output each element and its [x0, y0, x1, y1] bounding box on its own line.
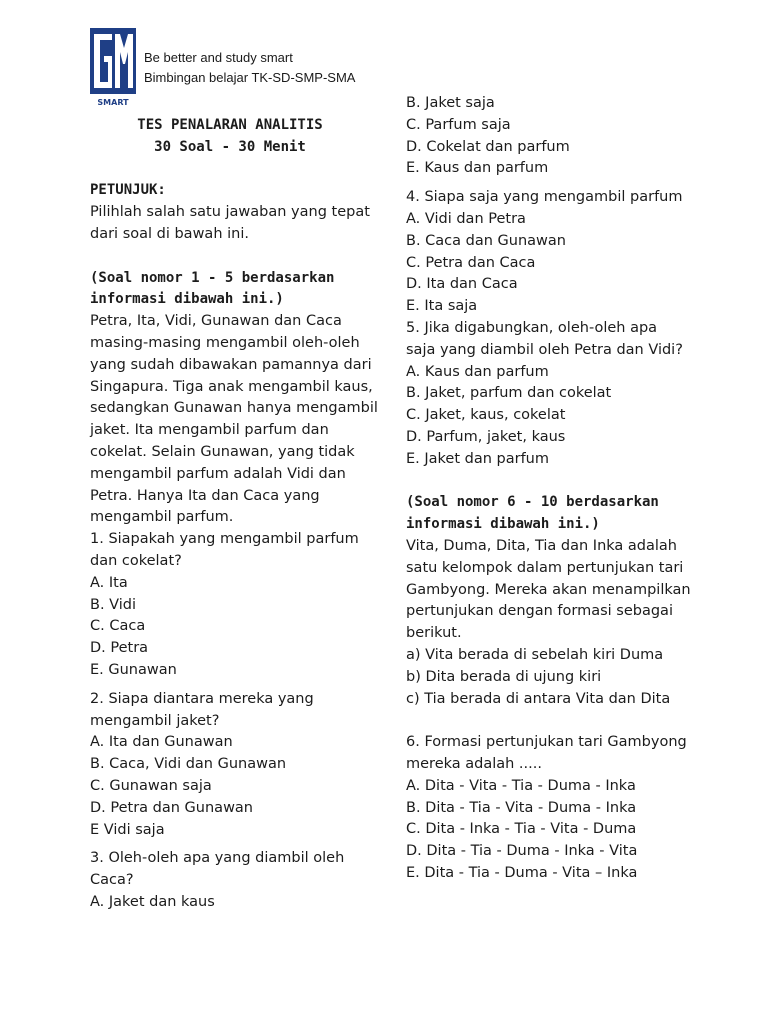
passage-line: mengambil parfum adalah Vidi dan [90, 465, 346, 482]
passage-line: yang sudah dibawakan pamannya dari [90, 356, 372, 373]
passage-line: Vita, Duma, Dita, Tia dan Inka adalah [406, 537, 677, 554]
answer-option: E. Kaus dan parfum [406, 160, 549, 177]
condition-line: a) Vita berada di sebelah kiri Duma [406, 646, 664, 663]
title-line-1: TES PENALARAN ANALITIS [137, 117, 323, 133]
answer-option: A. Ita [90, 574, 128, 591]
tagline-line-2: Bimbingan belajar TK-SD-SMP-SMA [144, 70, 356, 85]
logo-sub-text: SMART [97, 98, 129, 107]
passage-line: satu kelompok dalam pertunjukan tari [406, 559, 684, 576]
answer-option: A. Ita dan Gunawan [90, 734, 233, 751]
left-column [90, 115, 378, 914]
answer-option: C. Gunawan saja [90, 777, 212, 794]
question-text: mengambil jaket? [90, 712, 220, 729]
question-text: 3. Oleh-oleh apa yang diambil oleh [90, 850, 345, 867]
answer-option: C. Dita - Inka - Tia - Vita - Duma [406, 821, 637, 838]
question-text: 1. Siapakah yang mengambil parfum [90, 531, 359, 548]
passage-line: Gambyong. Mereka akan menampilkan [406, 581, 691, 598]
answer-option: E. Ita saja [406, 298, 478, 315]
answer-option: B. Caca, Vidi dan Gunawan [90, 756, 287, 773]
answer-option: A. Kaus dan parfum [406, 363, 549, 380]
section2-heading: (Soal nomor 6 - 10 berdasarkan [406, 494, 659, 511]
answer-option: B. Vidi [90, 596, 137, 613]
passage-line: cokelat. Selain Gunawan, yang tidak [90, 443, 355, 460]
answer-option: A. Jaket dan kaus [90, 893, 215, 910]
passage-line: Singapura. Tiga anak mengambil kaus, [90, 378, 373, 395]
question-text: dan cokelat? [90, 552, 182, 569]
answer-option: B. Caca dan Gunawan [406, 232, 566, 249]
passage-line: pertunjukan dengan formasi sebagai [406, 603, 673, 620]
question-text: 4. Siapa saja yang mengambil parfum [406, 189, 683, 206]
question-text: Caca? [90, 872, 134, 889]
tagline-line-1: Be better and study smart [144, 50, 293, 65]
question-text: 6. Formasi pertunjukan tari Gambyong [406, 734, 687, 751]
title-line-2: 30 Soal - 30 Menit [154, 138, 306, 155]
passage-line: Petra. Hanya Ita dan Caca yang [90, 487, 320, 504]
passage-line: Petra, Ita, Vidi, Gunawan dan Caca [90, 313, 342, 330]
answer-option: D. Dita - Tia - Duma - Inka - Vita [406, 843, 638, 860]
petunjuk-line: Pilihlah salah satu jawaban yang tepat [90, 204, 370, 221]
answer-option: E. Gunawan [90, 661, 177, 678]
petunjuk-heading: PETUNJUK: [90, 182, 166, 199]
answer-option: C. Parfum saja [406, 116, 511, 133]
answer-option: B. Jaket, parfum dan cokelat [406, 385, 612, 402]
tagline [144, 48, 355, 88]
passage-line: mengambil parfum. [90, 509, 234, 526]
answer-option: D. Cokelat dan parfum [406, 138, 570, 155]
right-column [406, 93, 696, 885]
logo [90, 28, 356, 108]
question-text: saja yang diambil oleh Petra dan Vidi? [406, 341, 683, 358]
answer-option: B. Dita - Tia - Vita - Duma - Inka [406, 799, 637, 816]
section2-heading: informasi dibawah ini.) [406, 516, 600, 533]
answer-option: E. Dita - Tia - Duma - Vita – Inka [406, 864, 638, 881]
answer-option: C. Caca [90, 618, 146, 635]
passage-line: berikut. [406, 625, 462, 642]
gm-logo-icon [90, 28, 136, 108]
passage-line: sedangkan Gunawan hanya mengambil [90, 400, 378, 417]
question-text: 5. Jika digabungkan, oleh-oleh apa [406, 319, 658, 336]
doc-title [90, 115, 370, 159]
section1-heading: (Soal nomor 1 - 5 berdasarkan [90, 269, 335, 286]
question-text: mereka adalah ..... [406, 755, 542, 772]
passage-line: masing-masing mengambil oleh-oleh [90, 334, 360, 351]
petunjuk-line: dari soal di bawah ini. [90, 225, 249, 242]
answer-option: D. Petra [90, 640, 149, 657]
answer-option: E Vidi saja [90, 821, 165, 838]
passage-line: jaket. Ita mengambil parfum dan [90, 422, 329, 439]
section1-heading: informasi dibawah ini.) [90, 291, 284, 308]
answer-option: C. Jaket, kaus, cokelat [406, 407, 566, 424]
answer-option: D. Parfum, jaket, kaus [406, 428, 566, 445]
answer-option: A. Vidi dan Petra [406, 210, 526, 227]
answer-option: C. Petra dan Caca [406, 254, 536, 271]
condition-line: c) Tia berada di antara Vita dan Dita [406, 690, 671, 707]
answer-option: A. Dita - Vita - Tia - Duma - Inka [406, 777, 636, 794]
answer-option: B. Jaket saja [406, 95, 495, 111]
answer-option: D. Petra dan Gunawan [90, 799, 253, 816]
answer-option: D. Ita dan Caca [406, 276, 518, 293]
condition-line: b) Dita berada di ujung kiri [406, 668, 602, 685]
answer-option: E. Jaket dan parfum [406, 450, 549, 467]
question-text: 2. Siapa diantara mereka yang [90, 690, 314, 707]
